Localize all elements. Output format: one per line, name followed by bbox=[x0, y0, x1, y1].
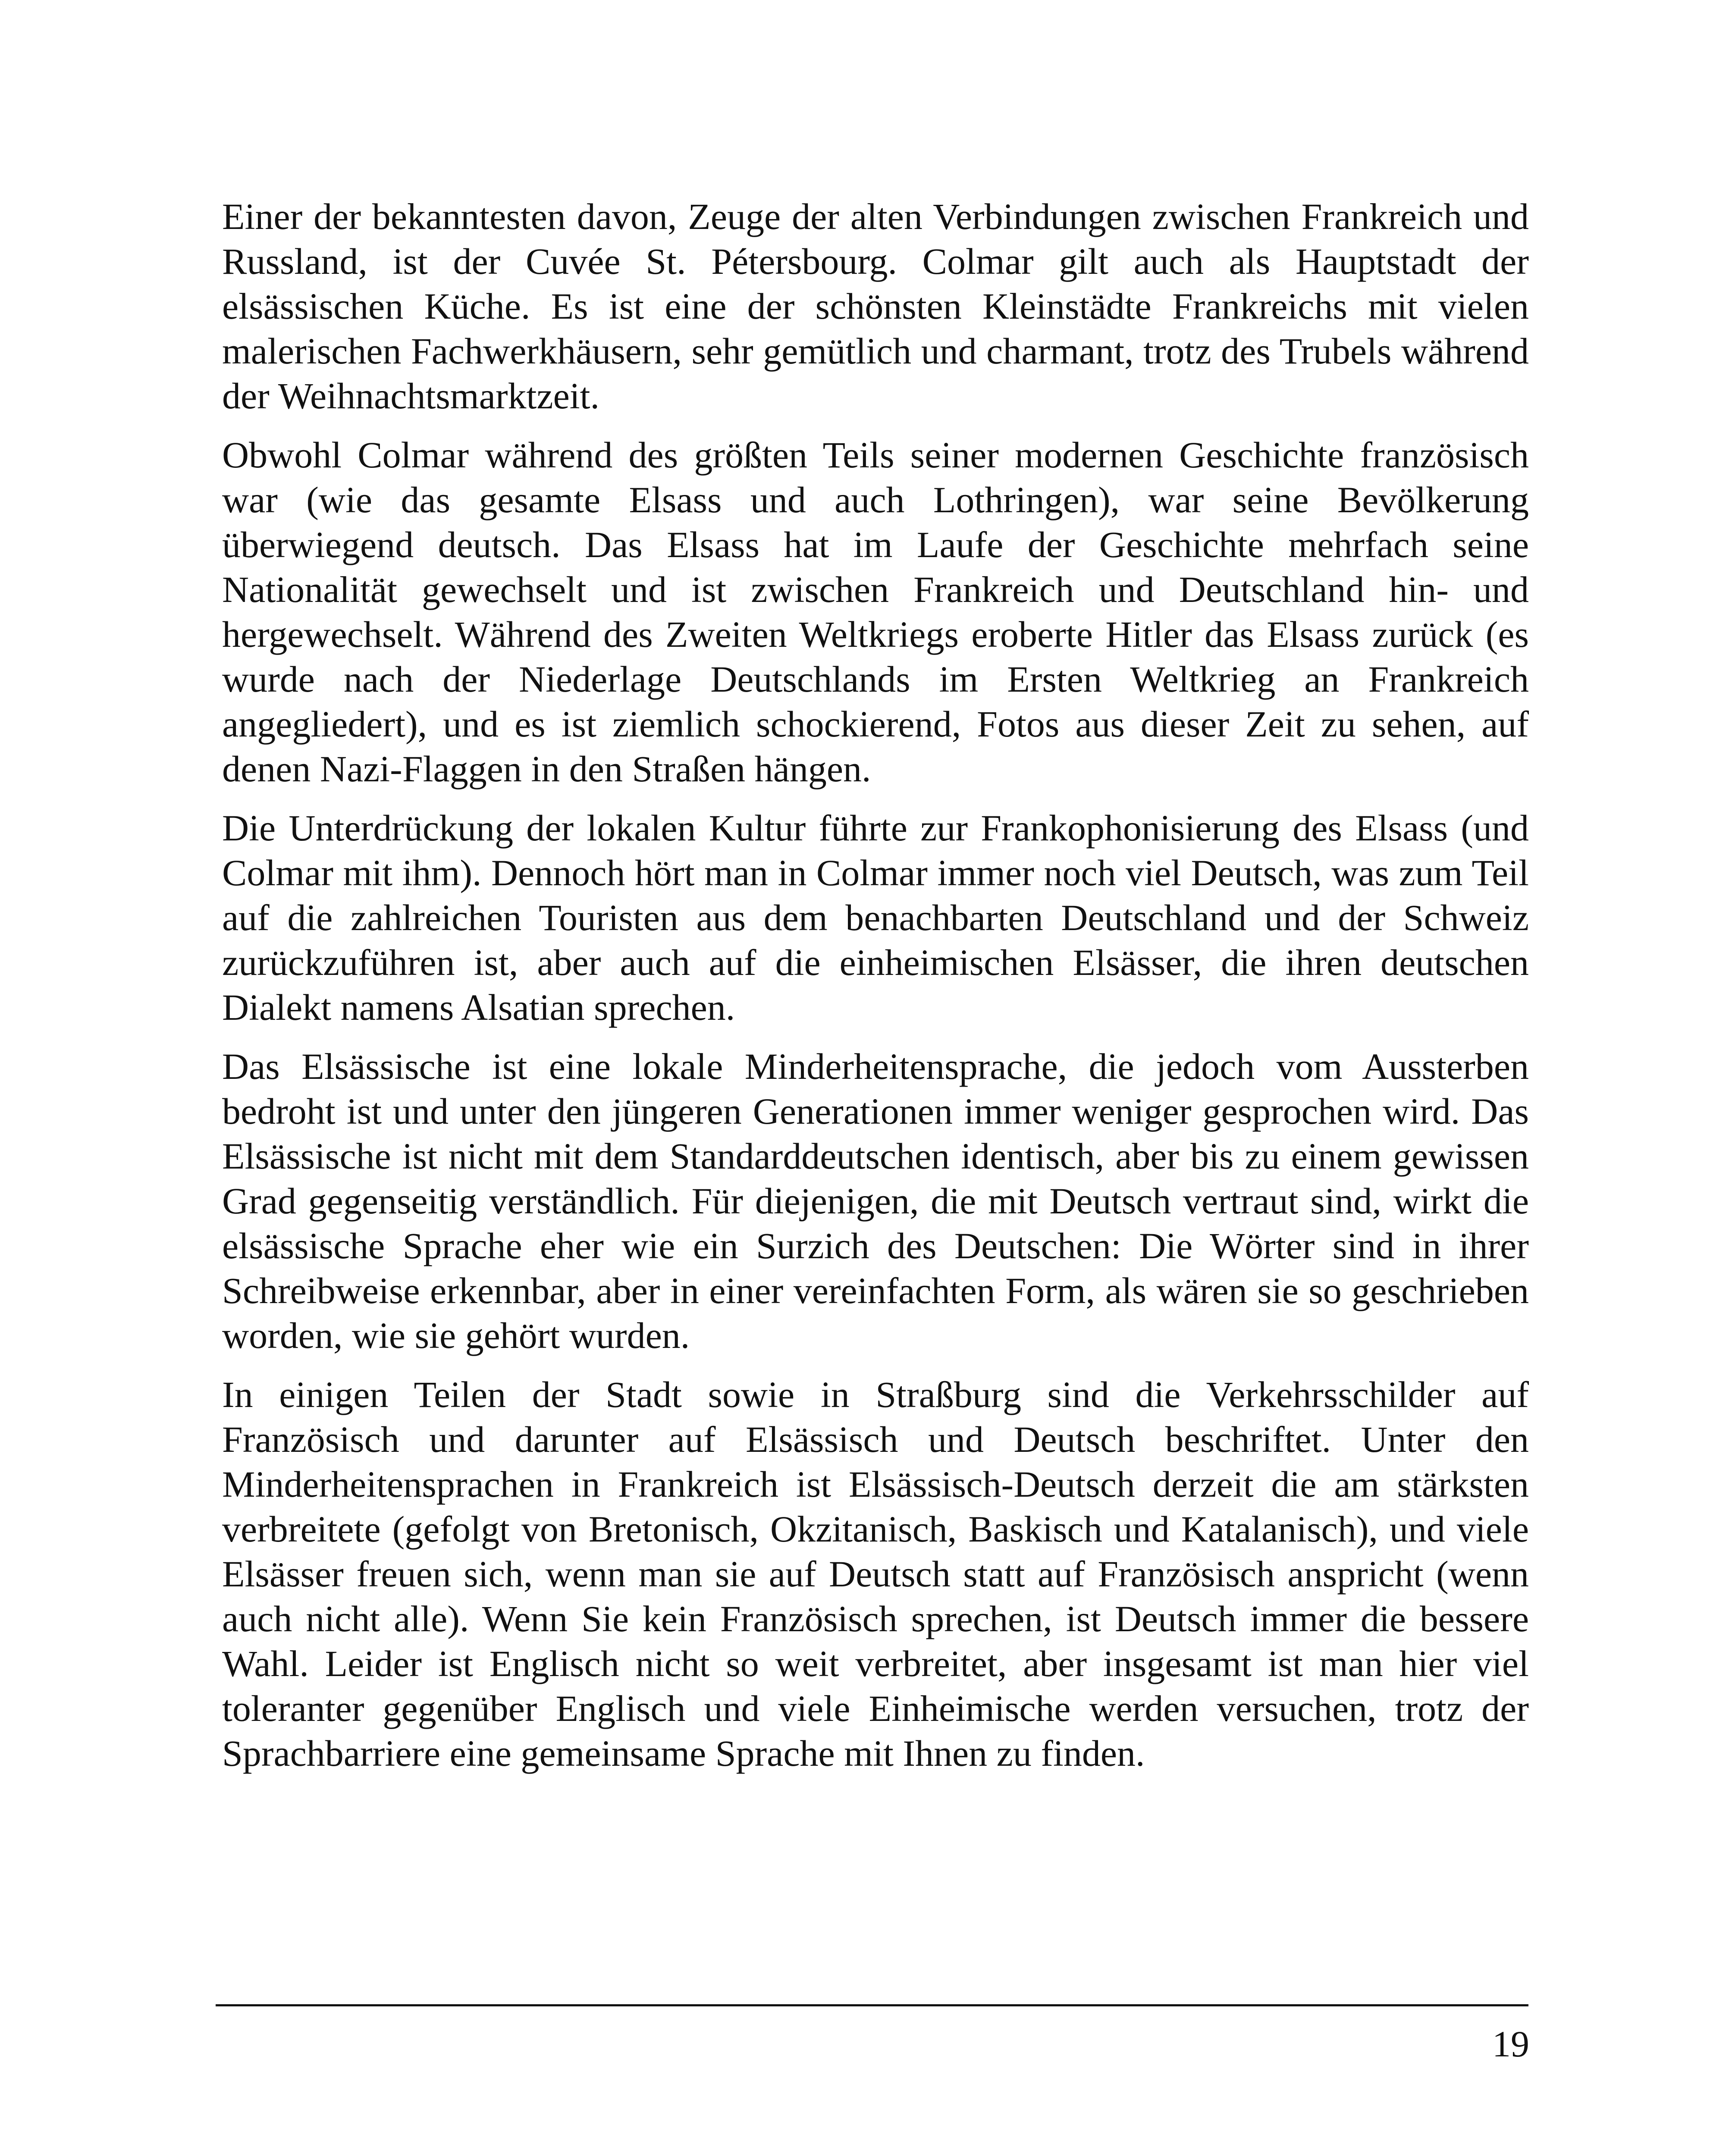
body-text bbox=[222, 194, 1529, 1790]
paragraph-1: Einer der bekanntesten davon, Zeuge der alten Verbindungen zwischen Frankreich und Russland, ist der Cuvée St. Pétersbourg. Colmar gilt auch als Hauptstadt der elsässischen Küche. Es ist eine der schönsten Kleinstädte Frankreichs mit vielen malerischen Fachwerkhäusern, sehr gemütlich und charmant, trotz des Trubels während der Weihnachtsmarktzeit. bbox=[222, 196, 1529, 417]
footer-divider bbox=[216, 2004, 1528, 2006]
paragraph-2: Obwohl Colmar während des größten Teils seiner modernen Geschichte französisch war (wie das gesamte Elsass und auch Lothringen), war seine Bevölkerung überwiegend deutsch. Das Elsass hat im Laufe der Geschichte mehrfach seine Nationalität gewechselt und ist zwischen Frankreich und Deutschland hin- und hergewechselt. Während des Zweiten Weltkriegs eroberte Hitler das Elsass zurück (es wurde nach der Niederlage Deutschlands im Ersten Weltkrieg an Frankreich angegliedert), und es ist ziemlich schockierend, Fotos aus dieser Zeit zu sehen, auf denen Nazi-Flaggen in den Straßen hängen. bbox=[222, 434, 1529, 790]
paragraph-3: Die Unterdrückung der lokalen Kultur führte zur Frankophonisierung des Elsass (und Colmar mit ihm). Dennoch hört man in Colmar immer noch viel Deutsch, was zum Teil auf die zahlreichen Touristen aus dem benachbarten Deutschland und der Schweiz zurückzuführen ist, aber auch auf die einheimischen Elsässer, die ihren deutschen Dialekt namens Alsatian sprechen. bbox=[222, 807, 1529, 1028]
paragraph-4: Das Elsässische ist eine lokale Minderheitensprache, die jedoch vom Aussterben bedroht ist und unter den jüngeren Generationen immer weniger gesprochen wird. Das Elsässische ist nicht mit dem Standarddeutschen identisch, aber bis zu einem gewissen Grad gegenseitig verständlich. Für diejenigen, die mit Deutsch vertraut sind, wirkt die elsässische Sprache eher wie ein Surzich des Deutschen: Die Wörter sind in ihrer Schreibweise erkennbar, aber in einer vereinfachten Form, als wären sie so geschrieben worden, wie sie gehört wurden. bbox=[222, 1046, 1529, 1356]
page-number: 19 bbox=[1492, 2023, 1529, 2065]
paragraph-5: In einigen Teilen der Stadt sowie in Straßburg sind die Verkehrsschilder auf Französisch und darunter auf Elsässisch und Deutsch beschriftet. Unter den Minderheitensprachen in Frankreich ist Elsässisch-Deutsch derzeit die am stärksten verbreitete (gefolgt von Bretonisch, Okzitanisch, Baskisch und Katalanisch), und viele Elsässer freuen sich, wenn man sie auf Deutsch statt auf Französisch anspricht (wenn auch nicht alle). Wenn Sie kein Französisch sprechen, ist Deutsch immer die bessere Wahl. Leider ist Englisch nicht so weit verbreitet, aber insgesamt ist man hier viel toleranter gegenüber Englisch und viele Einheimische werden versuchen, trotz der Sprachbarriere eine gemeinsame Sprache mit Ihnen zu finden. bbox=[222, 1374, 1529, 1774]
